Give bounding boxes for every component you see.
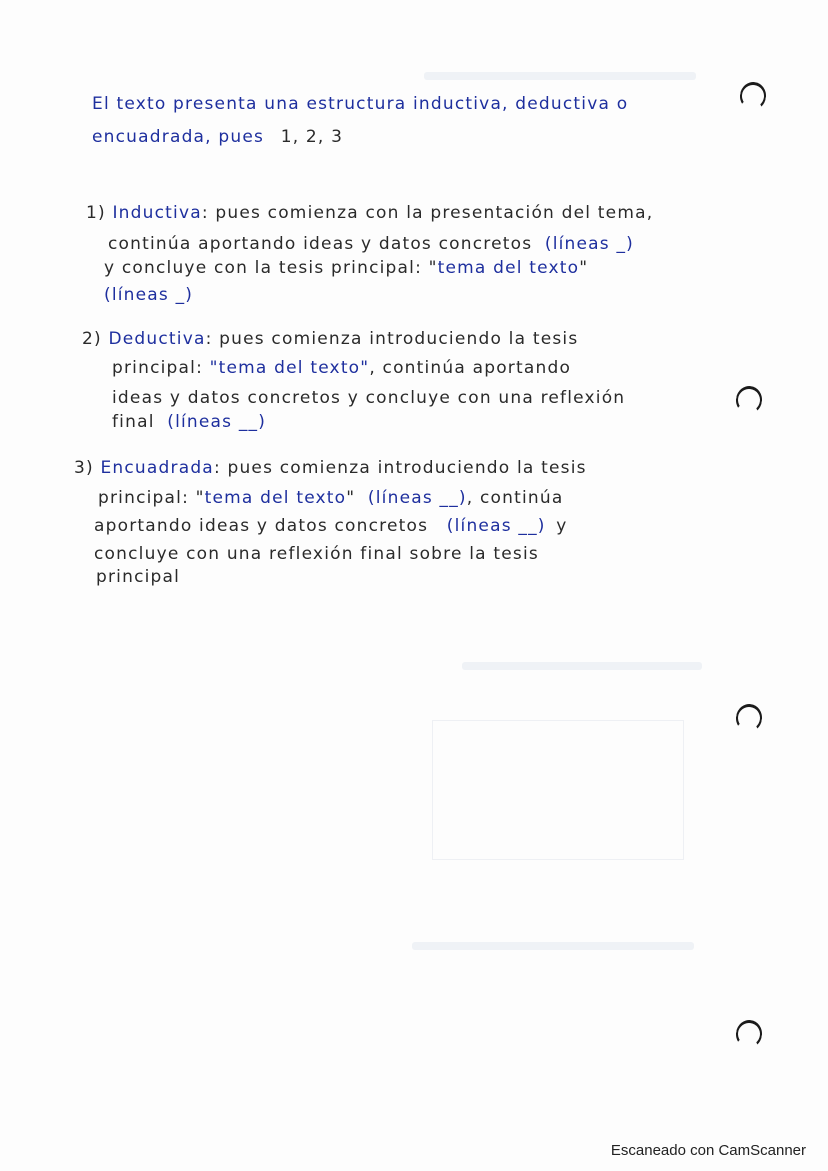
bleed-through-box	[432, 720, 684, 860]
item-encuadrada-line-1	[74, 460, 587, 477]
item-number: 1)	[86, 203, 106, 223]
intro-line-1: El texto presenta una estructura inductiva, deductiva o	[92, 94, 629, 114]
item-text: , continúa aportando	[369, 358, 572, 378]
lines-reference: (líneas __)	[446, 516, 546, 536]
item-text: : pues comienza introduciendo la tesis	[213, 458, 587, 478]
item-text: aportando ideas y datos concretos	[94, 516, 429, 536]
topic-placeholder: "tema del texto"	[209, 358, 370, 378]
lines-reference: (líneas __)	[367, 488, 467, 508]
topic-placeholder: tema del texto	[204, 488, 347, 508]
item-deductiva-line-3: ideas y datos concretos y concluye con una reflexión	[112, 388, 626, 408]
punch-hole-icon	[734, 702, 764, 733]
intro-line-2-text: encuadrada, pues	[92, 127, 265, 147]
punch-hole-icon	[734, 1018, 764, 1049]
bleed-through-mark	[424, 72, 696, 80]
item-text: continúa aportando ideas y datos concretos	[108, 234, 533, 254]
item-title: Deductiva	[108, 329, 206, 349]
item-inductiva-line-1	[86, 205, 653, 222]
item-deductiva-line-1	[82, 331, 578, 348]
punch-hole-icon	[738, 80, 768, 111]
item-text: : pues comienza introduciendo la tesis	[205, 329, 579, 349]
item-encuadrada-line-4: concluye con una reflexión final sobre la tesis	[94, 544, 539, 564]
item-text: final	[112, 412, 155, 432]
lines-reference: (líneas _)	[104, 285, 194, 305]
item-text: y	[556, 516, 568, 536]
item-encuadrada-line-2	[98, 490, 563, 507]
intro-numbers: 1, 2, 3	[280, 127, 344, 147]
item-encuadrada-line-3	[94, 518, 567, 535]
item-title: Encuadrada	[100, 458, 214, 478]
item-text: principal:	[112, 358, 210, 378]
item-title: Inductiva	[112, 203, 202, 223]
item-text: y concluye con la tesis principal: "	[104, 258, 438, 278]
lines-reference: (líneas __)	[167, 412, 267, 432]
lines-reference: (líneas _)	[544, 234, 634, 254]
item-text: "	[346, 488, 356, 508]
item-number: 3)	[74, 458, 94, 478]
item-number: 2)	[82, 329, 102, 349]
item-text: principal: "	[98, 488, 205, 508]
bleed-through-mark	[412, 942, 694, 950]
bleed-through-mark	[462, 662, 702, 670]
item-deductiva-line-2	[112, 360, 571, 377]
item-text: : pues comienza con la presentación del tema,	[201, 203, 654, 223]
item-text: , continúa	[466, 488, 564, 508]
intro-line-2	[92, 129, 343, 146]
item-encuadrada-line-5: principal	[96, 567, 181, 587]
punch-hole-icon	[734, 384, 764, 415]
topic-placeholder: tema del texto	[437, 258, 580, 278]
item-inductiva-line-2	[108, 236, 634, 253]
item-inductiva-line-3	[104, 260, 588, 277]
scanner-watermark: Escaneado con CamScanner	[610, 1142, 806, 1159]
item-deductiva-line-4	[112, 414, 266, 431]
item-text: "	[579, 258, 589, 278]
